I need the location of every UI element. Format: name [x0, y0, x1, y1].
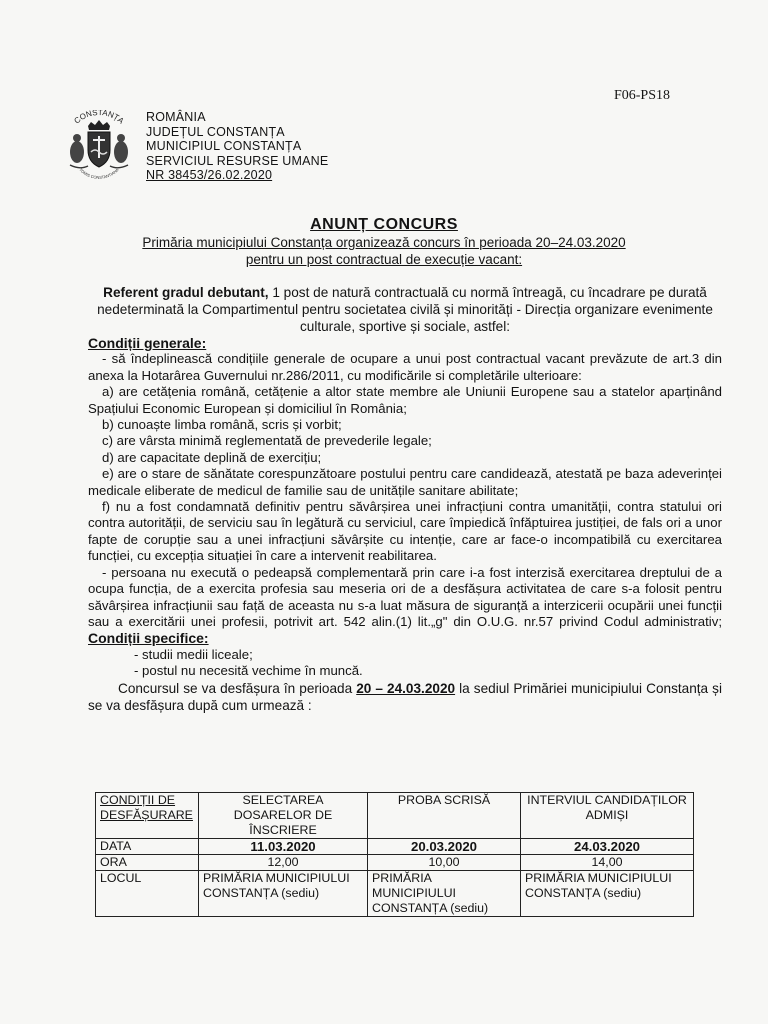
- row-label: LOCUL: [96, 871, 199, 917]
- constanta-coat-of-arms-icon: [60, 110, 138, 188]
- table-row: [96, 839, 694, 855]
- table-cell: 14,00: [521, 855, 694, 871]
- condition-extra: - persoana nu execută o pedeapsă complementară prin care i-a fost interzisă exercitarea dreptului de a ocupa funcția, de a exercita profesia sau meseria ori de a desfășura activitatea de care s-a folosit pentru săvârșirea infracțiunii sau față de aceasta nu s-a luat măsura de siguranță a interzicerii ocupării unei funcții sau a exercitării unei profesii, potrivit art. 542 alin.(1) lit.„g" din O.U.G. nr.57 privind Codul administrativ;: [88, 564, 722, 629]
- table-row: [96, 871, 694, 917]
- table-cell: 24.03.2020: [521, 839, 694, 855]
- closing-text: Concursul se va desfășura în perioada: [118, 680, 357, 696]
- general-lead: - să îndeplinească condițiile generale de ocupare a unui post contractual vacant prevăzute de art.3 din anexa la Hotarârea Guvernului nr.286/2011, cu modificările si completările ulterioare:: [88, 351, 722, 383]
- table-cell: PRIMĂRIA MUNICIPIULUI CONSTANȚA (sediu): [368, 871, 521, 917]
- header-line: JUDEȚUL CONSTANȚA: [146, 124, 285, 139]
- condition-item: d) are capacitate deplină de exercițiu;: [102, 449, 322, 465]
- position-title: Referent gradul debutant,: [103, 285, 269, 300]
- table-cell: PRIMĂRIA MUNICIPIULUI CONSTANȚA (sediu): [521, 871, 694, 917]
- form-code: F06-PS18: [613, 88, 670, 103]
- subtitle-line: Primăria municipiului Constanța organizează concurs în perioada 20–24.03.2020: [142, 235, 626, 250]
- specific-item: - studii medii liceale;: [134, 646, 253, 662]
- subtitle: [0, 235, 768, 268]
- page-title: ANUNȚ CONCURS: [310, 216, 458, 233]
- row-label: ORA: [96, 855, 199, 871]
- issuer-header: [146, 110, 328, 183]
- condition-item: f) nu a fost condamnată definitiv pentru săvârșirea unei infracțiuni contra umanității, contra statului ori contra autorității, de serviciu sau în legătură cu serviciul, care împiedică înfăptuirea justiției, de fals ori a unor fapte de corupție sau a unei infracțiuni săvârșite cu intenție, care ar face-o incompatibilă cu exercitarea funcției, cu excepția situației în care a intervenit reabilitarea.: [88, 499, 722, 564]
- subtitle-line: pentru un post contractual de execuție vacant:: [245, 251, 523, 267]
- condition-item: b) cunoaște limba română, scris și vorbit;: [102, 417, 342, 433]
- intro-paragraph: [88, 284, 722, 335]
- table-cell: 10,00: [368, 855, 521, 871]
- crest-text-bottom: TOMIS CONSTANTIANA: [78, 167, 120, 180]
- table-header-row: [96, 793, 694, 839]
- svg-text:TOMIS CONSTANTIANA: [78, 167, 120, 180]
- table-cell: 12,00: [199, 855, 368, 871]
- closing-paragraph: [88, 680, 722, 714]
- registration-number: NR 38453/26.02.2020: [146, 168, 273, 182]
- row-label: DATA: [96, 839, 199, 855]
- table-cell: 20.03.2020: [368, 839, 521, 855]
- announcement-body: [88, 284, 722, 714]
- general-conditions-heading: Condiții generale:: [88, 335, 207, 351]
- intro-text: 1 post de natură contractuală cu normă întreagă, cu încadrare pe durată nedeterminată la Compartimentul pentru societatea civilă și minorități - Direcția organizare evenimente culturale, sportive și sociale, astfel:: [97, 285, 713, 334]
- contest-period: 20 – 24.03.2020: [356, 680, 456, 696]
- specific-item: - postul nu necesită vechime în muncă.: [134, 663, 363, 679]
- schedule-table: [95, 792, 694, 917]
- closing-text: la sediul Primăriei municipiului Constanța și se va desfășura după cum urmează :: [88, 680, 722, 713]
- condition-item: c) are vârsta minimă reglementată de prevederile legale;: [102, 433, 432, 449]
- table-header-cell: INTERVIUL CANDIDAȚILOR ADMIȘI: [521, 793, 694, 839]
- crest-text-top: CONSTANȚA: [72, 110, 126, 126]
- condition-item: a) are cetățenia română, cetățenie a altor state membre ale Uniunii Europene sau a statelor aparținând Spațiului Economic European și domiciliul în România;: [88, 384, 722, 416]
- header-line: MUNICIPIUL CONSTANȚA: [146, 139, 302, 153]
- table-cell: 11.03.2020: [199, 839, 368, 855]
- table-row: [96, 855, 694, 871]
- table-header-cell: PROBA SCRISĂ: [368, 793, 521, 839]
- condition-item: e) are o stare de sănătate corespunzătoare postului pentru care candidează, atestată pe baza adeverinței medicale eliberate de medicul de familie sau de unitățile sanitare abilitate;: [88, 466, 722, 498]
- specific-conditions-heading: Condiții specifice:: [88, 630, 209, 647]
- table-cell: PRIMĂRIA MUNICIPIULUI CONSTANȚA (sediu): [199, 871, 368, 917]
- table-header-cell: CONDIȚII DE DESFĂȘURARE: [96, 793, 199, 839]
- header-line: SERVICIUL RESURSE UMANE: [146, 153, 329, 168]
- header-line: ROMÂNIA: [146, 110, 206, 124]
- table-header-cell: SELECTAREA DOSARELOR DE ÎNSCRIERE: [199, 793, 368, 839]
